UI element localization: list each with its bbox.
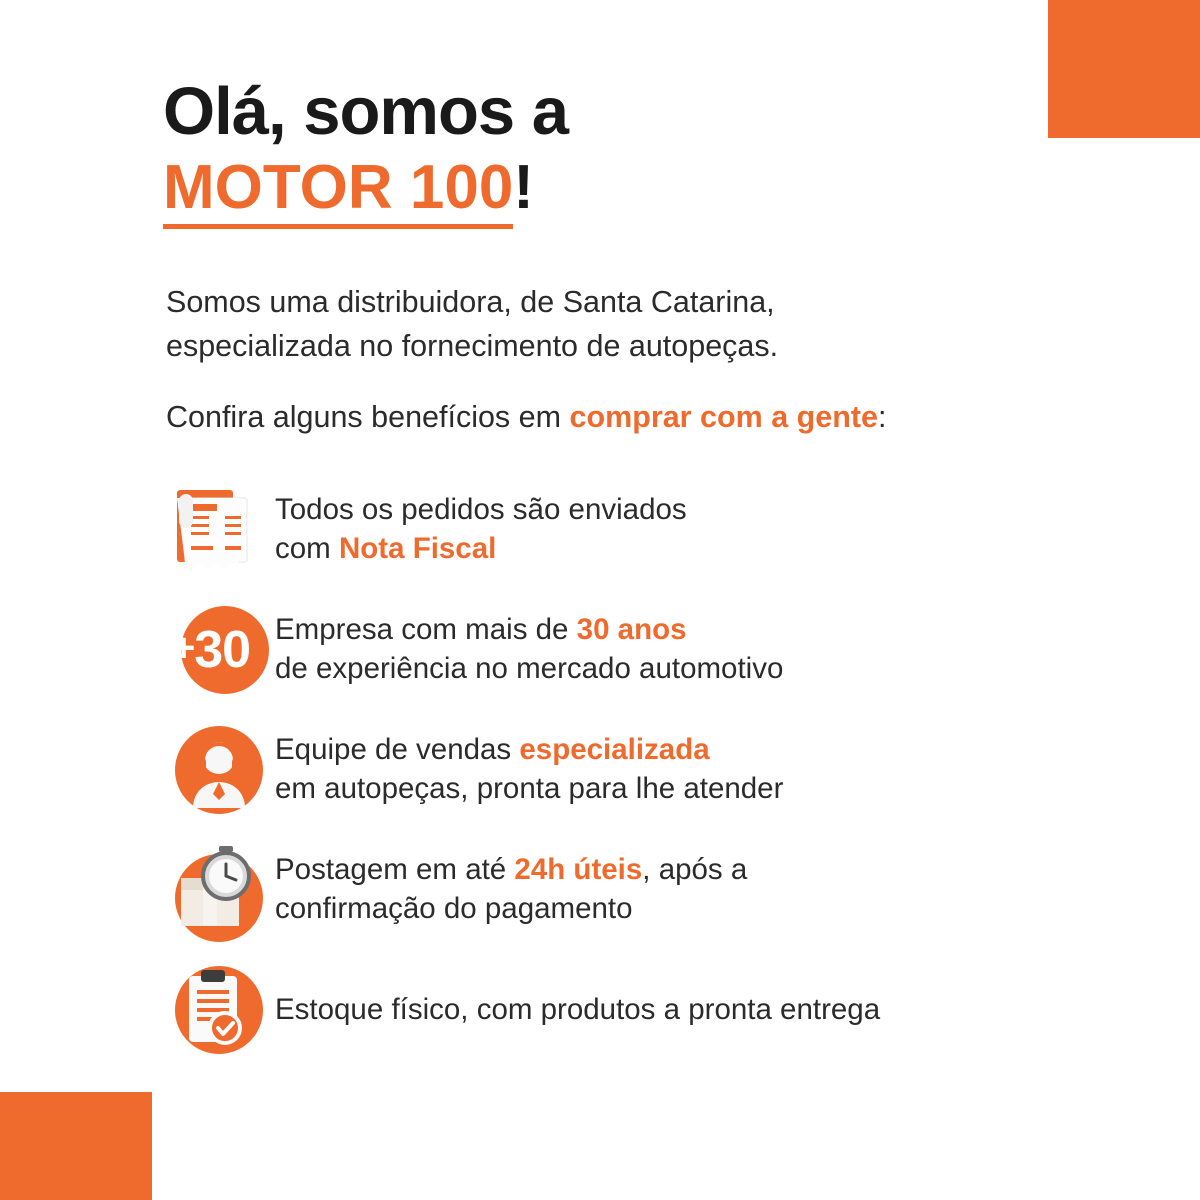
badge-plus: + [171,626,195,670]
intro-line-1: Somos uma distribuidora, de Santa Catarina, [166,285,775,319]
list-item-text [263,611,783,689]
benefit-4-line-1-prefix: Postagem em até [275,853,515,887]
benefit-1-line-2-prefix: com [275,532,339,565]
headline-line-2 [163,155,1063,220]
benefit-1-line-2-accent: Nota Fiscal [338,532,497,565]
benefit-4-line-1 [275,851,747,890]
headline-exclamation: ! [513,153,534,222]
benefit-4-line-1-suffix: , após a [642,853,748,887]
intro-line-2: especializada no fornecimento de autopeças. [166,329,779,364]
subline-suffix: : [878,400,887,434]
box-stopwatch-icon [163,840,263,940]
benefit-3-line-1 [275,731,783,770]
subline-accent: comprar com a gente [569,400,878,434]
badge-value [161,621,261,679]
receipt-icon [163,480,263,580]
list-item [163,590,1163,710]
top-right-corner-block [1048,0,1200,138]
badge-number: 30 [194,621,251,679]
benefit-1-line-2 [275,530,687,569]
benefit-5-line-1: Estoque físico, com produtos a pronta entrega [275,992,881,1026]
bottom-left-corner-block [0,1092,152,1200]
plus-thirty-badge [163,600,263,700]
benefit-3-line-1-accent: especializada [519,733,710,767]
subline-prefix: Confira alguns benefícios em [166,400,570,434]
page-title [163,74,1063,222]
benefits-list [163,470,1163,1070]
benefit-4-line-1-accent: 24h úteis [514,853,643,887]
list-item-text [263,991,880,1030]
benefit-3-line-2: em autopeças, pronta para lhe atender [275,772,784,805]
benefit-2-line-1-prefix: Empresa com mais de [275,613,577,647]
clipboard-check-icon [163,960,263,1060]
list-item [163,950,1163,1070]
list-item-text [263,731,783,809]
list-item [163,470,1163,590]
benefit-2-line-1-accent: 30 anos [576,613,687,647]
list-item [163,710,1163,830]
headset-agent-icon [163,720,263,820]
benefit-3-line-1-prefix: Equipe de vendas [275,733,520,767]
benefits-subline [166,396,1126,439]
headline-line-1: Olá, somos a [163,74,569,149]
list-item-text [263,491,687,569]
benefit-1-line-1: Todos os pedidos são enviados [275,493,687,527]
benefit-2-line-1 [275,611,783,650]
benefit-4-line-2: confirmação do pagamento [275,892,633,925]
list-item-text [263,851,747,929]
list-item [163,830,1163,950]
brand-name: MOTOR 100 [163,153,513,229]
intro-paragraph [166,280,1106,368]
benefit-2-line-2: de experiência no mercado automotivo [275,652,784,685]
